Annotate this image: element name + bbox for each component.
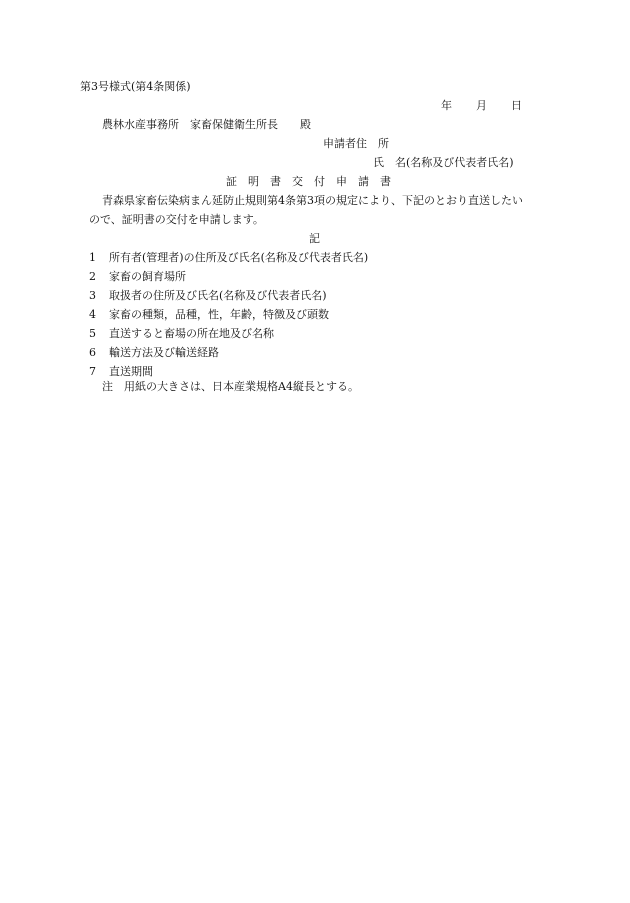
list-item-text: 輸送方法及び輸送経路 [109, 346, 219, 359]
list-item-number: 5 [89, 327, 96, 340]
body-text-line-2: ので、証明書の交付を申請します。 [89, 213, 264, 226]
list-item [89, 346, 219, 360]
list-item-number: 2 [89, 270, 96, 283]
date-line [441, 99, 522, 113]
list-item-number: 4 [89, 308, 96, 321]
list-item-number: 7 [89, 365, 96, 378]
applicant-name-label: 氏 名(名称及び代表者氏名) [373, 156, 514, 169]
note: 注 用紙の大きさは、日本産業規格A4縦長とする。 [102, 380, 359, 393]
list-item-text: 直送期間 [109, 365, 153, 378]
body-text-line-1: 青森県家畜伝染病まん延防止規則第4条第3項の規定により、下記のとおり直送したい [102, 194, 523, 207]
list-item [89, 251, 368, 265]
list-item [89, 327, 274, 341]
list-item [89, 289, 327, 303]
document-title: 証 明 書 交 付 申 請 書 [226, 175, 391, 188]
addressee: 農林水産事務所 家畜保健衛生所長 殿 [102, 118, 311, 131]
list-item [89, 365, 153, 379]
list-item [89, 308, 329, 322]
list-item-text: 所有者(管理者)の住所及び氏名(名称及び代表者氏名) [109, 251, 369, 264]
list-item-number: 6 [89, 346, 96, 359]
date-month: 月 [476, 99, 487, 112]
list-item-text: 取扱者の住所及び氏名(名称及び代表者氏名) [109, 289, 327, 302]
list-item-text: 家畜の飼育場所 [109, 270, 186, 283]
form-label: 第3号様式(第4条関係) [80, 80, 191, 93]
list-item-text: 家畜の種類，品種，性，年齢，特徴及び頭数 [109, 308, 329, 321]
list-item [89, 270, 186, 284]
date-day: 日 [511, 99, 522, 112]
list-item-text: 直送すると畜場の所在地及び名称 [109, 327, 274, 340]
ki-heading: 記 [309, 232, 320, 245]
date-year: 年 [441, 99, 452, 112]
list-item-number: 3 [89, 289, 96, 302]
list-item-number: 1 [89, 251, 96, 264]
applicant-address-label: 申請者住 所 [323, 137, 389, 150]
